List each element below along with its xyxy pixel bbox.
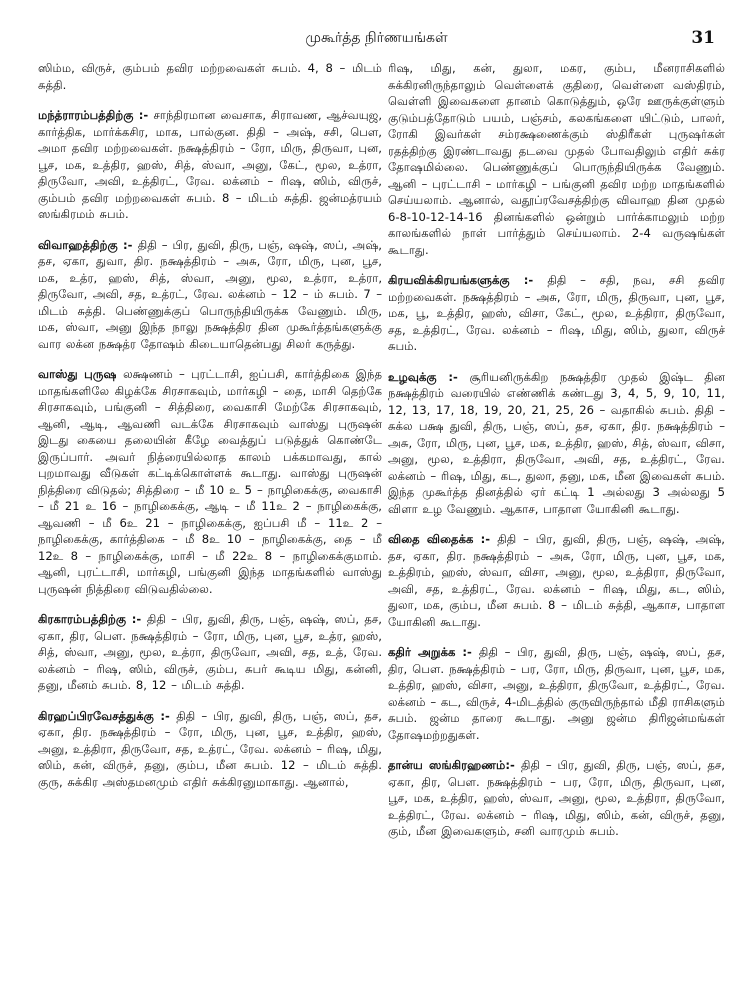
paragraph-heading: விதை விதைக்க :-: [388, 532, 498, 546]
paragraph-text: திதி – பிர, துவி, திரு, பஞ், ஷஷ், ஸப், தச, திர, பௌ. நக்ஷத்திரம் – பர, ரோ, மிரு, திருவா, புன, பூச, மக, உத்திர, ஹஸ், விசா, அனு, உத்திரா, திருவோ, உத்திரட், ரேவ. லக்னம் – கட, விருச், 4-மிடத்தில் குருவிருந்தால் மீதி ராசிகளும் சுபம். ஜன்ம தாரை கூடாது. அனு ஜன்ம திரிஜன்மங்கள் தோஷமற்றதுகள்.: [388, 645, 725, 742]
paragraph-text: திதி – பிர, துவி, திரு, பஞ், ஷஷ், அஷ், தச, ஏகா, திர. நக்ஷத்திரம் – அசு, ரோ, மிரு, புன, பூச, மக, உத்திரம், ஹஸ், ஸ்வா, விசா, அனு, மூல, உத்திரா, திருவோ, அவி, சத, உத்திரட், ரேவ. லக்னம் – ரிஷ, மிது, கட, ஸிம், துலா, மக, கும்ப, மீன சுபம். 8 – மிடம் சுத்தி, ஆகாச, பாதாள யோகினி கூடாது.: [388, 532, 725, 629]
paragraph-text: திதி – பிர, துவி, திரு, பஞ், ஸப், தச, ஏகா, திர, பௌ. நக்ஷத்திரம் – பர, ரோ, மிரு, திருவா, புன, பூச, மக, உத்திர, ஹஸ், ஸ்வா, அனு, மூல, உத்திரா, திருவோ, உத்திரட், ரேவ. லக்னம் – ரிஷ, மிது, ஸிம், கன், விருச், தனு, கும், மீன இவைகளும், சனி வாரமும் சுபம்.: [388, 758, 725, 838]
paragraph-house-warming: [38, 708, 382, 791]
paragraph-sowing: [388, 531, 725, 630]
paragraph-grain-storage: [388, 757, 725, 840]
paragraph-heading: கதிர் அறுக்க :-: [388, 645, 479, 659]
paragraph-text: திதி – பிர, துவி, திரு, பஞ், ஷஷ், ஸப், தச, ஏகா, திர, பௌ. நக்ஷத்திரம் – ரோ, மிரு, புன, பூச, உத்ர, ஹஸ், சித், ஸ்வா, அனு, மூல, உத்ரா, திருவோ, அவி, சத, உத், ரேவ. லக்னம் – ரிஷ, ஸிம், விருச், கும்ப, சுபர் கூடிய மிது, கன்னி, தனு, மீனம் சுபம். 8, 12 – மிடம் சுத்தி.: [38, 612, 382, 692]
paragraph-text: சாந்திரமான வைசாக, சிராவண, ஆச்வயுஜ, கார்த்திக, மார்க்கசிர, மாக, பால்குன. திதி – அஷ், சசி, பௌ, அமா தவிர மற்றவைகள். நக்ஷத்திரம் – ரோ, மிரு, திருவா, புன, பூச, மக, உத்திர, ஹஸ், சித், ஸ்வா, அனு, கேட், மூல, உத்ரா, திருவோ, அவி, உத்திரட், ரேவ. லக்னம் – ரிஷ, ஸிம், விருச், கும்பம் தவிர மற்றவைகள் சுபம். 8 – மிடம் சுத்தி. ஜன்மத்ரயம் ஸங்கிரமம் சுபம்.: [38, 108, 382, 221]
paragraph-vastu-purusha: [38, 366, 382, 597]
paragraph-venus-continuation: [388, 60, 725, 258]
paragraph-text: திதி – பிர, துவி, திரு, பஞ், ஸப், தச, ஏகா, திர. நக்ஷத்திரம் – ரோ, மிரு, புன, பூச, உத்திர, ஹஸ், அனு, உத்திரா, திருவோ, சத, உத்ரட், ரேவ. லக்னம் – ரிஷ, மிது, ஸிம், கன், விருச், தனு, கும்ப, மீன சுபம். 12 – மிடம் சுத்தி. குரு, சுக்கிர அஸ்தமனமும் எதிர் சுக்கிரனுமாகாது. ஆனால்,: [38, 708, 382, 789]
paragraph-text: திதி – பிர, துவி, திரு, பஞ், ஷஷ், ஸப், அஷ், தச, ஏகா, துவா, திர. நக்ஷத்திரம் – அசு, ரோ, மிரு, புன, பூச, மக, உத்ர, ஹஸ், சித், ஸ்வா, அனு, மூல, உத்ரா, உத்ரா, திருவோ, அவி, சத, உத்ரட், ரேவ. லக்னம் – 12 – ம் சுபம். 7 – மிடம் சுத்தி. பெண்ணுக்குப் பொருந்தியிருக்க வேணும். மிரு, மக, ஸ்வா, அனு இந்த நாலு நக்ஷத்திர தின முகூர்த்தங்களுக்கு வார லக்ன நக்ஷத்ர தோஷம் கிடையாதென்பது சிலர் கருத்து.: [38, 237, 382, 351]
paragraph-text: சூரியனிருக்கிற நக்ஷத்திர முதல் இஷ்ட தின நக்ஷத்திரம் வரையில் எண்ணிக் கண்டது 3, 4, 5, 9, 10, 11, 12, 13, 17, 18, 19, 20, 21, 25, 26 – வதாகில் சுபம். திதி – சுக்ல பக்ஷ துவி, திரு, பஞ், ஸப், தச, ஏகா, திர. நக்ஷத்திரம் – அசு, ரோ, மிரு, புன, பூச, மக, உத்திர, ஹஸ், சித், ஸ்வா, விசா, அனு, மூல, உத்திரா, திருவோ, அவி, சத, உத்திரட், ரேவ. லக்னம் – ரிஷ, மிது, கட, துலா, தனு, மக, மீன இவைகள் சுபம். இந்த முகூர்த்த தினத்தில் ஏர் கட்டி 1 அல்லது 3 அல்லது 5 விளா உழ வேணும். ஆகாச, பாதாள யோகினி கூடாது.: [388, 369, 725, 516]
paragraph-harvesting: [388, 644, 725, 743]
paragraph-house-construction: [38, 611, 382, 694]
paragraph-text: ஸிம்ம, விருச், கும்பம் தவிர மற்றவைகள் சுபம். 4, 8 – மிடம் சுத்தி.: [38, 61, 382, 92]
paragraph-ploughing: [388, 369, 725, 518]
paragraph-sign-continuation: [38, 60, 382, 93]
paragraph-heading: தான்ய ஸங்கிரஹணம்:-: [388, 758, 522, 772]
right-column: [388, 60, 725, 971]
paragraph-heading: உழவுக்கு :-: [388, 369, 470, 384]
paragraph-heading: கிரகாரம்பத்திற்கு :-: [38, 612, 147, 626]
paragraph-buy-sell: [388, 272, 725, 355]
page-header: [38, 30, 715, 56]
paragraph-mantra-start: [38, 107, 382, 223]
running-title: முகூர்த்த நிர்ணயங்கள்: [305, 30, 448, 46]
paragraph-text: ரிஷ, மிது, கன், துலா, மகர, கும்ப, மீனராசிகளில் சுக்கிரனிருந்தாலும் வெள்ளைக் குதிரை, வெள்ளை வஸ்திரம், வெள்ளி இவைகளை தானம் கொடுத்தும், ஒரே ஊருக்குள்ளும் குடும்பத்தோடும் பயம், பஞ்சம், கலகங்களை யிட்டும், பாலர், ரோகி இவர்கள் சம்ரக்ஷணைக்கும் ஸ்திரீகள் புருஷர்கள் ரதத்திற்கு இரண்டாவது தடவை முதல் போவதிலும் எதிர் சுக்ர தோஷமில்லை. பெண்ணுக்குப் பொருந்தியிருக்க வேணும். ஆனி – புரட்டாசி – மார்கழி – பங்குனி தவிர மற்ற மாதங்களில் செய்யலாம். ஆனால், வதூப்ரவேசத்திற்கு விவாஹ தின முதல் 6-8-10-12-14-16 தினங்களில் ஒன்றும் பார்க்காமலும் மற்ற காலங்களில் நாள் பார்த்தும் செய்யலாம். 2-4 வருஷங்கள் கூடாது.: [388, 61, 725, 257]
paragraph-heading: வாஸ்து புருஷ: [38, 367, 124, 381]
page-number: 31: [691, 28, 715, 48]
left-column: [38, 60, 382, 971]
paragraph-heading: கிரஹப்பிரவேசத்துக்கு :-: [38, 708, 177, 723]
paragraph-heading: கிரயவிக்கிரயங்களுக்கு :-: [388, 273, 548, 287]
paragraph-marriage: [38, 237, 382, 353]
paragraph-text: திதி – சதி, நவ, சசி தவிர மற்றவைகள். நக்ஷத்திரம் – அசு, ரோ, மிரு, திருவா, புன, பூச, மக, பூ, உத்திர, ஹஸ், விசா, கேட், மூல, உத்திரா, திருவோ, சத, உத்திரட், ரேவ. லக்னம் – ரிஷ, மிது, ஸிம், துலா, விருச் சுபம்.: [388, 273, 725, 353]
paragraph-heading: விவாஹத்திற்கு :-: [38, 237, 138, 252]
paragraph-heading: மந்த்ராரம்பத்திற்கு :-: [38, 108, 154, 122]
paragraph-text: லக்ஷணம் – புரட்டாசி, ஐப்பசி, கார்த்திகை இந்த மாதங்களிலே கிழக்கே சிரசாகவும், மார்கழி – தை, மாசி தெற்கே சிரசாகவும், பங்குனி – சித்திரை, வைகாசி மேற்கே சிரசாகவும், ஆனி, ஆடி, ஆவணி வடக்கே சிரசாகவும் வாஸ்து புருஷன் இடது கையை தலையின் கீழே வைத்துப் படுத்துக் கொண்டே இருப்பார். அவர் நித்ரையில்லாத காலம் பக்கமாவது, கால் புறமாவது வீடுகள் கட்டிக்கொள்ளக் கூடாது. வாஸ்து புருஷன் நித்திரை விடுதல்; சித்திரை – மீ 10 உ 5 – நாழிகைக்கு, வைகாசி – மீ 21 உ 16 – நாழிகைக்கு, ஆடி – மீ 11உ 2 – நாழிகைக்கு, ஆவணி – மீ 6உ 21 – நாழிகைக்கு, ஐப்பசி மீ – 11உ 2 – நாழிகைக்கு, கார்த்திகை – மீ 8உ 10 – நாழிகைக்கு, தை – மீ 12உ 8 – நாழிகைக்கு, மாசி – மீ 22உ 8 – நாழிகைக்குமாம். ஆனி, புரட்டாசி, மார்கழி, பங்குனி இந்த மாதங்களில் வாஸ்து புருஷன் நித்திரை விடுவதில்லை.: [38, 367, 382, 596]
